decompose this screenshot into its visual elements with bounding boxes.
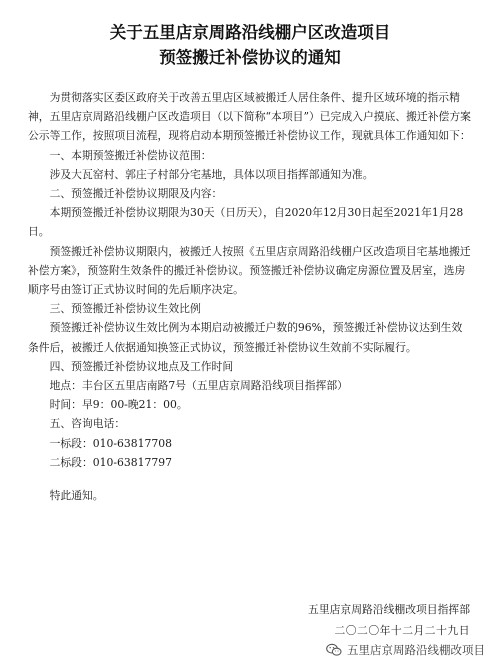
- signature-date: 二〇二〇年十二月二十九日: [334, 624, 470, 637]
- closing-text: 特此通知。: [49, 489, 104, 503]
- section-3-heading: 三、预签搬迁补偿协议生效比例: [49, 302, 201, 316]
- section-4-address: 地点：丰台区五里店南路7号（五里店京周路沿线项目指挥部）: [49, 379, 348, 393]
- section-1-text: 涉及大瓦窑村、郭庄子村部分宅基地，具体以项目指挥部通知为准。: [49, 167, 374, 181]
- signature-organization: 五里店京周路沿线棚改项目指挥部: [308, 603, 470, 616]
- section-4-heading: 四、预签搬迁补偿协议地点及工作时间: [49, 359, 234, 373]
- wechat-icon: [326, 643, 342, 657]
- section-2-text-1: 本期预签搬迁补偿协议期限为30天（日历天），自2020年12月30日起至2021年1月28日。: [28, 206, 464, 239]
- notice-body: [28, 88, 472, 505]
- section-3-text: 预签搬迁补偿协议生效比例为本期启动被搬迁户数的96%，预签搬迁补偿协议达到生效条件后，被搬迁人依据通知换签正式协议，预签搬迁补偿协议生效前不实际履行。: [28, 321, 463, 354]
- watermark-text: 五里店京周路沿线棚改项目: [347, 643, 485, 657]
- notice-title: [28, 20, 472, 70]
- title-line-1: 关于五里店京周路沿线棚户区改造项目: [109, 23, 391, 42]
- title-line-2: 预签搬迁补偿协议的通知: [159, 48, 341, 67]
- section-1-heading: 一、本期预签搬迁补偿协议范围：: [49, 148, 212, 162]
- wechat-watermark: [323, 641, 488, 659]
- section-2-heading: 二、预签搬迁补偿协议期限及内容：: [49, 187, 223, 201]
- intro-paragraph: 为贯彻落实区委区政府关于改善五里店区域被搬迁人居住条件、提升区域环境的指示精神，五里店京周路沿线棚户区改造项目（以下简称“本项目”）已完成入户摸底、搬迁补偿方案公示等工作，按照项目流程，现将启动本期预签搬迁补偿协议工作，现就具体工作通知如下：: [28, 91, 471, 143]
- section-5-heading: 五、咨询电话：: [49, 417, 126, 431]
- spacer: [28, 472, 472, 486]
- section-2-text-2: 预签搬迁补偿协议期限内，被搬迁人按照《五里店京周路沿线棚户区改造项目宅基地搬迁补偿方案》，预签附生效条件的搬迁补偿协议。预签搬迁补偿协议确定房源位置及居室，选房顺序号由签订正式协议时间的先后顺序决定。: [28, 244, 471, 297]
- phone-line-2: 二标段：010-63817797: [49, 455, 172, 469]
- section-4-time: 时间：早9：00-晚21：00。: [49, 398, 188, 412]
- phone-line-1: 一标段：010-63817708: [49, 436, 172, 450]
